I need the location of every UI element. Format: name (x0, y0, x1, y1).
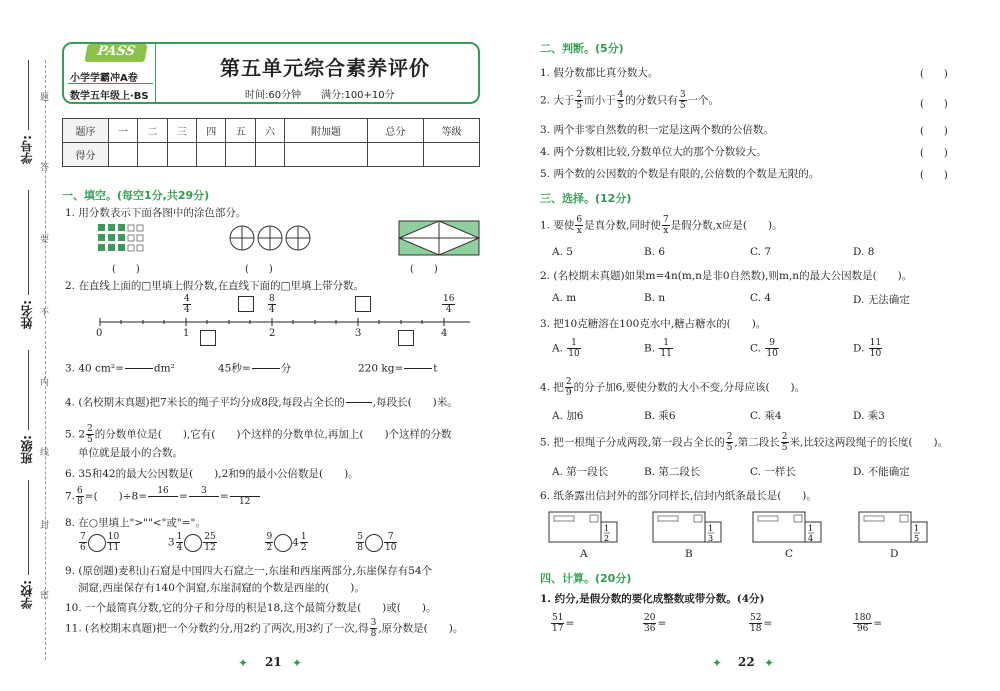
calc-item: $\frac{20}{36}$ = (644, 613, 667, 634)
score-header: 二 (138, 119, 167, 143)
judge-item-1: 1. 假分数都比真分数大。 (540, 67, 659, 79)
section-1-title: 一、填空。(每空1分,共29分) (62, 189, 210, 202)
choice-option[interactable]: D. $\frac{11}{10}$ (853, 338, 882, 359)
judge-text: 的分数只有 (625, 94, 678, 107)
header-divider (68, 83, 153, 84)
cut-mark: 要 (40, 235, 50, 245)
score-header: 三 (167, 119, 196, 143)
score-header: 四 (197, 119, 226, 143)
choice-text: 4. 把 (540, 381, 564, 394)
q4-text: 4. (名校期末真题)把7米长的绳子平均分成8段,每段占全长的 (65, 396, 345, 409)
score-header: 总分 (367, 119, 423, 143)
choice-text: 是假分数,x应是( )。 (670, 219, 783, 232)
question-1-4 (65, 392, 458, 413)
question-1-8: 8. 在○里填上">""<"或"="。 (65, 517, 206, 529)
nl-fraction (182, 294, 192, 315)
dot-grid-figure (98, 224, 146, 254)
score-header: 六 (255, 119, 284, 143)
choice-q4: 4. 把 $\frac{2}{9}$ 的分子加6,要使分数的大小不变,分母应该( )。 (540, 377, 806, 398)
question-1-7: 7. $\frac{6}{8}$ =( )÷8= 16 = 3 = 12 (65, 486, 261, 507)
score-header: 附加题 (285, 119, 368, 143)
score-header: 等级 (423, 119, 479, 143)
envelope-label[interactable]: A (580, 548, 588, 560)
answer-paren[interactable]: ( ) (245, 264, 273, 275)
nl-label: 1 (183, 328, 190, 339)
q5-text: 5. 2 (65, 428, 86, 441)
equals: = (873, 617, 882, 630)
choice-option[interactable]: A. m (552, 292, 577, 304)
envelope-a-figure (548, 508, 618, 546)
frac-num: 16 (443, 294, 455, 304)
score-cell[interactable] (423, 143, 479, 167)
name-label: 姓名: (20, 300, 34, 329)
choice-option[interactable]: C. 一样长 (750, 466, 796, 478)
choice-text: 5. 把一根绳子分成两段,第一段占全长的 (540, 436, 725, 449)
score-table (62, 118, 480, 167)
grade-name: 数学五年级上·BS (70, 91, 149, 102)
question-1-6: 6. 35和42的最大公因数是( ),2和9的最小公倍数是( )。 (65, 468, 359, 480)
judge-text: 2. 大于 (540, 94, 575, 107)
question-1-2: 2. 在直线上面的□里填上假分数,在直线下面的□里填上带分数。 (65, 280, 365, 292)
choice-option[interactable]: B. $\frac{1}{11}$ (644, 338, 672, 359)
choice-option[interactable]: D. 8 (853, 246, 875, 258)
cut-mark: 密 (40, 591, 50, 601)
frac-den: 4 (184, 305, 190, 315)
svg-text:3: 3 (708, 534, 714, 543)
envelope-c-figure (752, 508, 822, 546)
choice-option[interactable]: B. 乘6 (644, 410, 676, 422)
question-1-3c (358, 358, 438, 379)
score-cell[interactable] (167, 143, 196, 167)
nl-label: 4 (441, 328, 448, 339)
calc-item: $\frac{180}{96}$ = (854, 613, 882, 634)
envelope-b-figure (652, 508, 722, 546)
choice-text: 的分子加6,要使分数的大小不变,分母应该( )。 (573, 381, 806, 394)
score-cell[interactable] (255, 143, 284, 167)
answer-box[interactable] (398, 330, 414, 346)
q11-text: 11. (名校期末真题)把一个分数约分,用2约了两次,用3约了一次,得 (65, 622, 369, 635)
answer-paren[interactable]: ( ) (410, 264, 438, 275)
judge-mark[interactable]: ( ) (920, 69, 948, 80)
cut-mark: 答 (40, 163, 50, 173)
judge-mark[interactable]: ( ) (920, 170, 948, 181)
calc-item: $\frac{51}{17}$ = (552, 613, 575, 634)
class-line (28, 350, 29, 430)
question-1-10: 10. 一个最简真分数,它的分子和分母的积是18,这个最简分数是( )或( )。 (65, 602, 437, 614)
q3-text: 220 kg= (358, 362, 404, 375)
rectangle-figure (398, 220, 480, 256)
choice-option[interactable]: A. 第一段长 (552, 466, 609, 478)
choice-option[interactable]: D. 乘3 (853, 410, 885, 422)
answer-box[interactable] (200, 330, 216, 346)
judge-item-5: 5. 两个数的公因数的个数是有限的,公倍数的个数是无限的。 (540, 168, 820, 180)
question-1-3b (218, 358, 291, 379)
choice-option[interactable]: A. 加6 (552, 410, 584, 422)
equals: = (565, 617, 575, 630)
school-line (28, 480, 29, 575)
choice-option[interactable]: B. 第二段长 (644, 466, 701, 478)
leaf-icon: ✦ (764, 656, 775, 670)
q4-text2: ,每段长( )米。 (372, 396, 458, 409)
frac-num: 8 (269, 294, 275, 304)
q7-eq: = (219, 490, 229, 503)
choice-q2: 2. (名校期末真题)如果m=4n(m,n是非0自然数),则m,n的最大公因数是( )。 (540, 270, 913, 282)
student-id-line (28, 60, 29, 130)
page-title: 第五单元综合素养评价 (220, 56, 430, 80)
frac-den: 4 (445, 305, 452, 315)
equals: = (763, 617, 773, 630)
score-cell[interactable] (367, 143, 423, 167)
question-1-9b: 洞窟,西崖保存有140个洞窟,东崖洞窟的个数是西崖的( )。 (78, 582, 365, 594)
choice-option[interactable]: C. 4 (750, 292, 772, 304)
svg-text:1: 1 (914, 524, 920, 533)
choice-text: ,第二段长 (734, 436, 780, 449)
envelope-label[interactable]: B (685, 548, 693, 560)
page-number-right: 22 (738, 655, 755, 669)
choice-option[interactable]: A. 5 (552, 246, 573, 258)
answer-box[interactable] (238, 296, 254, 312)
question-1-3 (65, 358, 175, 379)
choice-q6: 6. 纸条露出信封外的部分同样长,信封内纸条最长是( )。 (540, 490, 817, 502)
envelope-label[interactable]: C (785, 548, 794, 560)
student-id-label: 学号: (20, 135, 34, 164)
q3-text: 3. 40 cm²= (65, 362, 124, 375)
leaf-icon: ✦ (712, 656, 723, 670)
score-cell[interactable] (226, 143, 255, 167)
compare-circle[interactable] (274, 534, 292, 552)
score-cell[interactable] (138, 143, 167, 167)
header-vdivider (155, 44, 156, 102)
q5-text3: 单位就是最小的合数。 (78, 447, 183, 459)
compare-circle[interactable] (184, 534, 202, 552)
nl-fraction (267, 294, 277, 315)
svg-text:5: 5 (914, 534, 920, 543)
envelope-label[interactable]: D (890, 548, 899, 560)
cut-mark: 封 (40, 521, 50, 531)
section-3-title: 三、选择。(12分) (540, 192, 632, 205)
choice-option[interactable]: A. $\frac{1}{10}$ (552, 338, 580, 359)
choice-option[interactable]: B. 6 (644, 246, 666, 258)
score-header: 五 (226, 119, 255, 143)
choice-option[interactable]: B. n (644, 292, 666, 304)
choice-q3: 3. 把10克糖溶在100克水中,糖占糖水的( )。 (540, 318, 767, 330)
score-row-label: 得分 (63, 143, 109, 167)
choice-option[interactable]: C. 乘4 (750, 410, 782, 422)
school-label: 学校: (20, 580, 34, 609)
q5-text2: 的分数单位是( ),它有( )个这样的分数单位,再加上( )个这样的分数 (94, 428, 452, 441)
judge-item-4: 4. 两个分数相比较,分数单位大的那个分数较大。 (540, 146, 767, 158)
question-1-9a: 9. (原创题)麦积山石窟是中国四大石窟之一,东崖和西崖两部分,东崖保存有54个 (65, 565, 433, 577)
question-1-11: 11. (名校期末真题)把一个分数约分,用2约了两次,用3约了一次,得 $\frac{3}{8}$ ,原分数是( )。 (65, 618, 464, 639)
cut-mark: 题 (40, 93, 50, 103)
answer-paren[interactable]: ( ) (112, 264, 140, 275)
choice-text: 米,比较这两段绳子的长度( )。 (789, 436, 949, 449)
leaf-icon: ✦ (238, 656, 249, 670)
frac-den: 4 (269, 305, 275, 315)
svg-text:4: 4 (808, 534, 814, 543)
choice-text: 是真分数,同时使 (584, 219, 661, 232)
question-1-1: 1. 用分数表示下面各图中的涂色部分。 (65, 207, 247, 219)
compare-circle[interactable] (365, 534, 383, 552)
score-cell[interactable] (197, 143, 226, 167)
compare-circle[interactable] (88, 534, 106, 552)
choice-q1: 1. 要使 $\frac{6}{x}$ 是真分数,同时使 $\frac{7}{x}$ 是假分数,x应是( )。 (540, 215, 783, 236)
section-4-title: 四、计算。(20分) (540, 572, 632, 585)
envelope-d-figure (858, 508, 928, 546)
nl-label: 3 (355, 328, 362, 339)
svg-text:2: 2 (604, 534, 610, 543)
judge-mark[interactable]: ( ) (920, 148, 948, 159)
judge-text: 一个。 (687, 94, 720, 107)
q7-eq: = (179, 490, 188, 503)
q11-text2: ,原分数是( )。 (378, 622, 464, 635)
cut-mark: 内 (40, 378, 50, 388)
choice-option[interactable]: C. 7 (750, 246, 772, 258)
svg-text:1: 1 (708, 524, 714, 533)
judge-item-3: 3. 两个非零自然数的积一定是这两个数的公倍数。 (540, 124, 774, 136)
circles-figure (228, 224, 314, 252)
q3-unit: t (433, 362, 438, 375)
class-label: 班级: (20, 435, 34, 464)
choice-option[interactable]: C. $\frac{9}{10}$ (750, 338, 778, 359)
score-cell[interactable] (285, 143, 368, 167)
svg-text:1: 1 (808, 524, 814, 533)
q3-text: 45秒= (218, 362, 251, 375)
judge-mark[interactable]: ( ) (920, 126, 948, 137)
choice-option[interactable]: D. 不能确定 (853, 466, 910, 478)
nl-label: 2 (269, 328, 276, 339)
pass-badge: PASS (84, 44, 147, 62)
leaf-icon: ✦ (292, 656, 303, 670)
page-number-left: 21 (265, 655, 282, 669)
choice-text: 1. 要使 (540, 219, 575, 232)
nl-label: 0 (96, 328, 103, 339)
name-line (28, 190, 29, 295)
calc-item: $\frac{52}{18}$ = (750, 613, 773, 634)
judge-item-2: 2. 大于 $\frac{2}{5}$ 而小于 $\frac{4}{5}$ 的分数只有 $\frac{3}{5}$ 一个。 (540, 90, 720, 111)
frac-num: 4 (184, 294, 190, 304)
q7-text: 7. (65, 490, 76, 503)
section-2-title: 二、判断。(5分) (540, 42, 624, 55)
answer-box[interactable] (355, 296, 371, 312)
judge-text: 而小于 (584, 94, 616, 107)
judge-mark[interactable]: ( ) (920, 99, 948, 110)
q7-text2: =( )÷8= (84, 490, 148, 503)
choice-option[interactable]: D. 无法确定 (853, 294, 910, 306)
q3-unit: 分 (280, 362, 292, 375)
nl-fraction (441, 294, 456, 315)
svg-text:1: 1 (604, 524, 610, 533)
score-header: 一 (109, 119, 138, 143)
cut-mark: 不 (40, 308, 50, 318)
equals: = (657, 617, 667, 630)
cut-mark: 线 (40, 448, 50, 458)
number-line (95, 315, 475, 329)
score-header: 题序 (63, 119, 109, 143)
exam-info: 时间:60分钟 满分:100+10分 (245, 90, 395, 101)
series-name: 小学学霸冲A卷 (70, 73, 138, 84)
binding-dashed-line (45, 60, 46, 660)
question-1-5: 5. 2 $\frac{2}{5}$ 的分数单位是( ),它有( )个这样的分数单位,再加上( )个这样的分数 (65, 424, 452, 445)
score-cell[interactable] (109, 143, 138, 167)
q3-unit: dm² (153, 362, 175, 375)
compare-row: $\frac{7}{6}$ $\frac{10}{11}$ 3 $\frac{1}{4}$ $\frac{25}{12}$ $\frac{9}{2}$ 4 $\frac{1}{2}$ $\frac{5}{8}$ $\frac{7}{10}$ (80, 532, 397, 553)
calc-q1: 1. 约分,是假分数的要化成整数或带分数。(4分) (540, 593, 765, 605)
choice-q5: 5. 把一根绳子分成两段,第一段占全长的 $\frac{2}{5}$ ,第二段长 $\frac{2}{5}$ 米,比较这两段绳子的长度( )。 (540, 432, 949, 453)
